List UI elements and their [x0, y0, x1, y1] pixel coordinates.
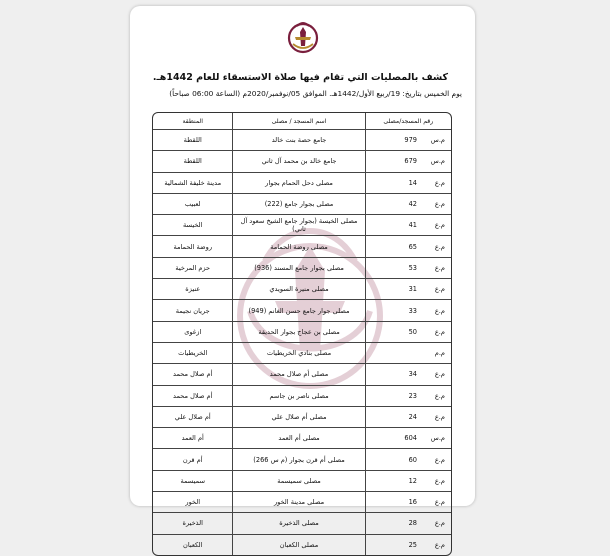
area-cell: الذخيرة [182, 519, 203, 528]
mosque-no-cell [365, 449, 451, 469]
table-row [153, 278, 451, 299]
mosque-number: 24 [408, 413, 417, 421]
table-row [153, 448, 451, 469]
mosque-no-cell [365, 279, 451, 299]
mosque-no-cell [365, 535, 451, 555]
area-cell: الكعبان [182, 540, 203, 549]
area-cell: جريان نجيمة [175, 306, 210, 315]
mosque-type: م.س [430, 136, 445, 145]
mosque-number: 53 [408, 263, 417, 272]
mosque-type: م.ع [434, 540, 445, 549]
mosque-type: م.ع [434, 285, 445, 294]
table-row [153, 235, 451, 256]
area-cell: أم صلال محمد [172, 391, 213, 400]
mosque-type: م.ع [434, 200, 445, 209]
area-cell: أم العمد [181, 434, 204, 443]
mosque-no-cell [365, 407, 451, 427]
header-area: المنطقة [182, 117, 204, 125]
mosques-table [152, 112, 452, 556]
area-cell: أم صلال علي [174, 413, 211, 421]
mosque-no-cell [365, 258, 451, 278]
area-cell: اللقطة [183, 136, 202, 145]
area-cell: الخور [185, 498, 201, 507]
mosque-number: 42 [408, 200, 417, 209]
mosque-type: م.ع [434, 242, 445, 251]
mosque-number: 60 [408, 455, 417, 464]
mosque-name-cell: مصلى روضة الحمامة [232, 236, 364, 256]
mosque-type: م.س [430, 157, 445, 166]
mosque-no-cell [365, 130, 451, 150]
mosque-no-cell [365, 343, 451, 363]
mosque-name-cell: مصلى سميسمة [232, 471, 364, 491]
table-row [153, 129, 451, 150]
mosque-type: م.ع [434, 498, 445, 507]
mosque-type: م.ع [434, 306, 445, 315]
area-cell: أم قرن [182, 455, 203, 464]
mosque-number: 14 [408, 178, 417, 187]
table-row [153, 534, 451, 555]
mosque-number: 34 [408, 370, 417, 379]
table-row [153, 491, 451, 512]
mosque-type: م.ع [434, 327, 445, 336]
mosque-name-cell: مصلى بجوار جامع المسند (936) [232, 258, 364, 278]
mosque-type: م.ع [434, 391, 445, 400]
header-mosque-no: رقم المسجد/مصلى [365, 113, 451, 129]
table-row [153, 470, 451, 491]
table-row [153, 363, 451, 384]
mosque-name-cell: مصلى الخيسة (بجوار جامع الشيخ سعود آل ثاني) [232, 215, 364, 235]
mosque-name-cell: مصلى أم قرن بجوار (م س 266) [232, 449, 364, 469]
mosque-type: م.ع [434, 178, 445, 187]
mosque-type: م.ع [434, 519, 445, 528]
mosque-no-cell [365, 364, 451, 384]
mosque-type: م.م [434, 349, 445, 358]
document-sheet [130, 6, 475, 549]
table-row [153, 406, 451, 427]
mosque-name-cell: مصلى الكعبان [232, 535, 364, 555]
mosque-number: 979 [404, 136, 417, 145]
table-row [153, 427, 451, 448]
document-title: كشف بالمصليات التي تقام فيها صلاة الاستسقاء للعام 1442هـ. [152, 72, 449, 83]
mosque-name-cell: مصلى منيرة السويدي [232, 279, 364, 299]
mosque-number: 604 [404, 434, 417, 443]
mosque-no-cell [365, 173, 451, 193]
table-row [153, 321, 451, 342]
mosque-name-cell: مصلى ناصر بن جاسم [232, 386, 364, 406]
table-row [153, 257, 451, 278]
mosque-number: 12 [408, 476, 417, 485]
mosque-type: م.ع [434, 455, 445, 464]
mosque-no-cell [365, 492, 451, 512]
area-cell: الخريطيات [178, 349, 208, 358]
mosque-number: 33 [408, 306, 417, 315]
area-cell: أم صلال محمد [172, 370, 213, 379]
header-name: اسم المسجد / مصلى [232, 113, 364, 129]
mosque-name-cell: مصلى مدينة الخور [232, 492, 364, 512]
mosque-no-cell [365, 215, 451, 235]
table-row [153, 214, 451, 235]
mosque-name-cell: مصلى جوار جامع حسن الغانم (949) [232, 300, 364, 320]
mosque-number: 23 [408, 391, 417, 400]
mosque-name-cell: مصلى بنادي الخريطيات [232, 343, 364, 363]
mosque-type: م.ع [434, 413, 445, 421]
mosque-name-cell: مصلى أم صلال علي [232, 407, 364, 427]
table-row [153, 342, 451, 363]
mosque-number: 65 [408, 242, 417, 251]
mosque-no-cell [365, 513, 451, 533]
mosque-number: 25 [408, 540, 417, 549]
mosque-number: 28 [408, 519, 417, 528]
area-cell: روضة الحمامة [173, 242, 213, 251]
mosque-name-cell: جامع خالد بن محمد آل ثاني [232, 151, 364, 171]
mosque-number: 31 [408, 285, 417, 294]
mosque-name-cell: مصلى أم صلال محمد [232, 364, 364, 384]
mosque-no-cell [365, 471, 451, 491]
mosque-type: م.ع [434, 370, 445, 379]
table-row [153, 150, 451, 171]
mosque-number: 679 [404, 157, 417, 166]
area-cell: اللقطة [183, 157, 202, 166]
table-body [153, 129, 451, 555]
area-cell: حزم المرخية [175, 263, 211, 272]
table-row [153, 172, 451, 193]
mosque-type: م.ع [434, 263, 445, 272]
table-row [153, 299, 451, 320]
mosque-no-cell [365, 151, 451, 171]
table-header-row [153, 113, 451, 129]
mosque-no-cell [365, 428, 451, 448]
mosque-no-cell [365, 300, 451, 320]
mosque-name-cell: مصلى أم العمد [232, 428, 364, 448]
area-cell: ازغوى [184, 327, 202, 336]
mosque-name-cell: جامع حصة بنت خالد [232, 130, 364, 150]
table-row [153, 512, 451, 533]
mosque-type: م.س [430, 434, 445, 443]
mosque-number: 16 [408, 498, 417, 507]
area-cell: مدينة خليفة الشمالية [164, 178, 222, 187]
mosque-no-cell [365, 194, 451, 214]
area-cell: سميسمة [180, 476, 206, 485]
area-cell: الخيسة [182, 221, 203, 230]
mosque-type: م.ع [434, 476, 445, 485]
mosque-name-cell: مصلى الذخيرة [232, 513, 364, 533]
mosque-number: 41 [408, 221, 417, 230]
mosque-no-cell [365, 386, 451, 406]
area-cell: لعبيب [184, 200, 201, 209]
mosque-number: 50 [408, 327, 417, 336]
mosque-name-cell: مصلى دحل الحمام بجوار [232, 173, 364, 193]
mosque-name-cell: مصلى بجوار جامع (222) [232, 194, 364, 214]
mosque-no-cell [365, 322, 451, 342]
table-row [153, 385, 451, 406]
table-row [153, 193, 451, 214]
mosque-name-cell: مصلى بن عجاج بجوار الحديقة [232, 322, 364, 342]
mosque-type: م.ع [434, 221, 445, 230]
area-cell: عنيزة [185, 285, 201, 294]
document-subtitle: يوم الخميس بتاريخ: 19/ربيع الأول/1442هـ. الموافق 05/نوفمبر/2020م (الساعة 06:00 صباحاً) [169, 89, 462, 98]
mosque-no-cell [365, 236, 451, 256]
ministry-emblem-icon [285, 18, 321, 54]
